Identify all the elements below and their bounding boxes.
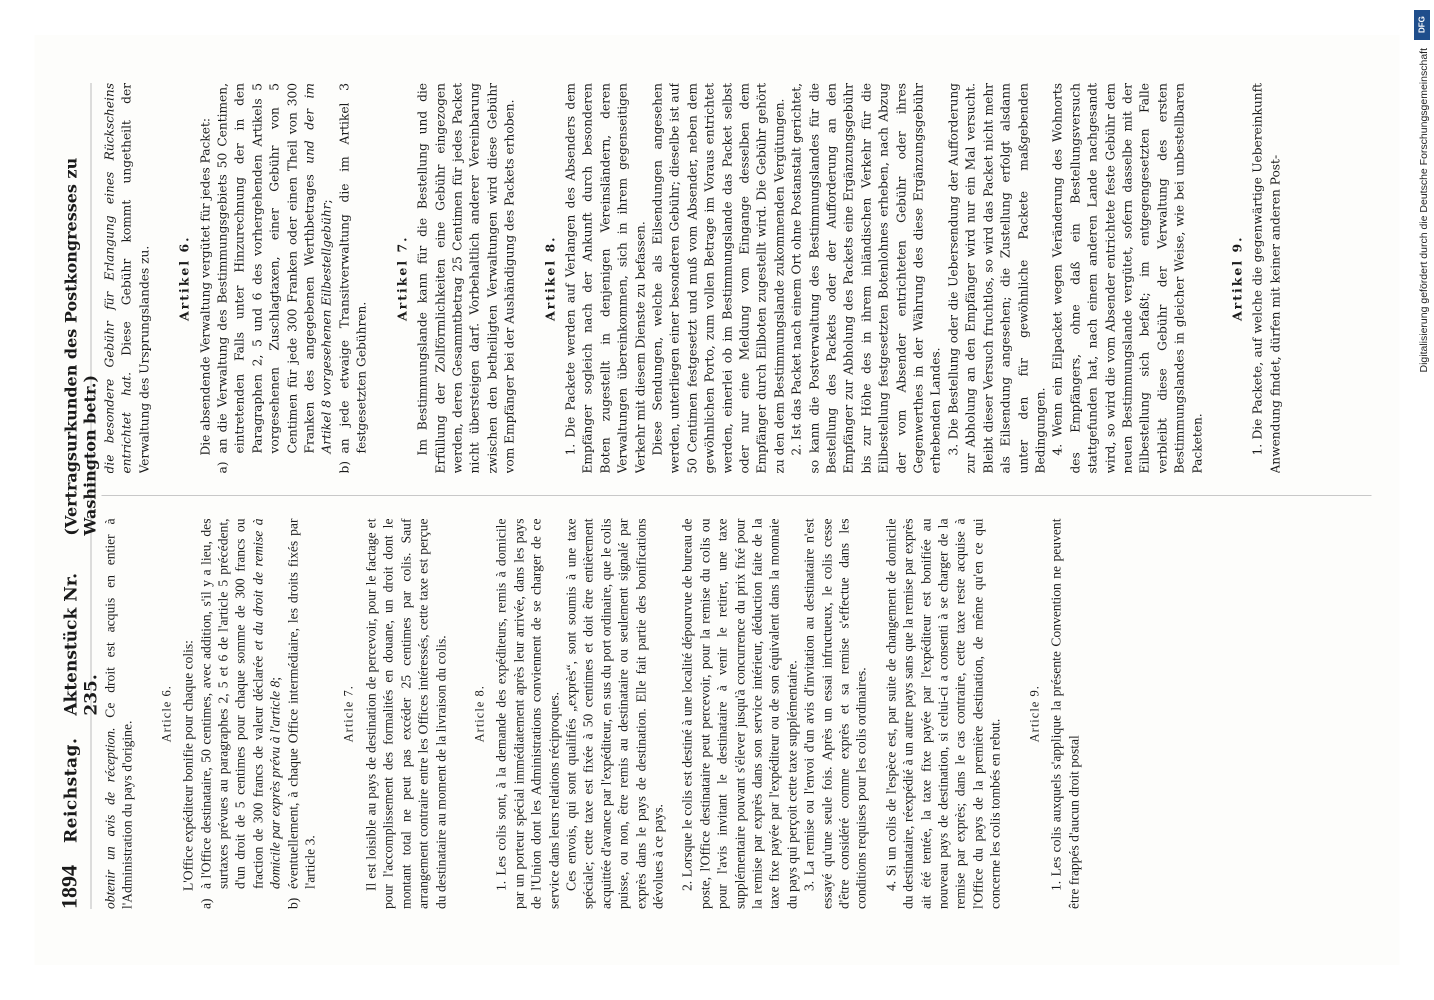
de-art6-item-b-key: b) (337, 460, 352, 474)
fr-art6-a-end: ; (267, 676, 283, 681)
de-art6-p1: Die absendende Verwaltung vergütet für jedes Packet: (198, 118, 213, 456)
de-art8-p3: 2. Ist das Packet nach einem Ort ohne Postanstalt gerichtet, so kann die Postverwaltung des Bestimmungslandes für die Bestellung des Packets oder der Aufforderung an den Empfänger zur Abholung des Packets eine Ergänzungsgebühr bis zur Höhe des in ihrem inländischen Verkehr für die Eilbestellung festgesetzten Botenlohnes erheben, nach Abzug der vom Absender entrichteten Gebühr oder ihres Gegenwerthes in der Währung des diese Ergänzungsgebühr erhebenden Landes. (789, 83, 943, 474)
fr-art6-item-a-key: a) (198, 898, 214, 909)
de-art8-p5: 4. Wenn ein Eilpacket wegen Veränderung des Wohnorts des Empfängers, ohne daß ein Bestellungsversuch stattgefunden hat, nach einem anderen Lande nachgesandt wird, so wird die vom Absender entrichtete feste Gebühr dem neuen Bestimmungslande vergütet, sofern dasselbe mit der Eilbestellung sich befaßt; im entgegengesetzten Falle verbleibt diese Gebühr der Verwaltung des ersten Bestimmungslandes in gleicher Weise, wie bei unbestellbaren Packeten. (1050, 83, 1205, 474)
fr-art8-p4: 3. La remise ou l'envoi d'un avis d'invitation au destinataire n'est essayé qu'une seule fois. Après un essai infructueux, le colis cesse d'être considéré comme exprès et sa remise s'effectue dans les conditions requises pour les colis ordinaires. (801, 518, 869, 909)
text-columns (102, 83, 1372, 909)
fr-art8-p3: 2. Lorsque le colis est destiné à une localité dépourvue de bureau de poste, l'Office destinataire peut percevoir, pour la remise du colis ou pour l'avis invitant le destinataire à venir le retirer, une taxe supplémentaire pouvant s'élever jusqu'à concurrence du prix fixé pour la remise par exprès dans son service intérieur, déduction faite de la taxe fixe payée par l'expéditeur ou de son équivalent dans la monnaie du pays qui perçoit cette taxe supplémentaire. (679, 518, 800, 909)
german-column (102, 83, 1372, 474)
de-art7-p1: Im Bestimmungslande kann für die Bestellung und die Erfüllung der Zollförmlichkeiten eine Gebühr eingezogen werden, deren Gesammtbetrag 25 Centimen für jedes Packet nicht übersteigen darf. Vorbehaltlich anderer Vereinbarung zwischen den betheiligten Verwaltungen wird diese Gebühr vom Empfänger bei der Aushändigung des Packets erhoben. (415, 83, 517, 474)
fr-article-7-title: Article 7. (341, 685, 356, 743)
de-art6-a-end: ; (319, 199, 334, 204)
fr-art8-p1: 1. Les colis sont, à la demande des expéditeurs, remis à domicile par un porteur spécial immédiatement après leur arrivée, dans les pays de l'Union dont les Administrations conviennent de se charger de ce service dans leurs relations réciproques. (493, 518, 562, 909)
de-art6-item-b-text: an jede etwaige Transitverwaltung die im Artikel 3 festgesetzten Gebühren. (337, 83, 369, 454)
fr-art6-item-b-text: éventuellement, à chaque Office intermédiaire, les droits fixés par l'article 3. (285, 518, 318, 889)
header-subject: (Vertragsurkunden des Postkongresses zu Washington betr.) (61, 157, 100, 536)
de-intro (102, 83, 154, 474)
fr-article-6-title: Article 6. (159, 685, 174, 743)
de-art8-p4: 3. Die Bestellung oder die Uebersendung der Aufforderung zur Abholung an den Empfänger wird nur ein Mal versucht. Bleibt dieser Versuch fruchtlos, so wird das Packet nicht mehr als Eilsendung angesehen; die Zustellung erfolgt alsdann unter den für gewöhnliche Packete maßgebenden Bedingungen. (946, 83, 1048, 474)
fr-art6-item-b-key: b) (285, 897, 301, 909)
column-divider (102, 496, 1372, 497)
fr-art6-a-main: à l'Office destinataire, 50 centimes, avec addition, s'il y a lieu, des surtaxes prévues au paragraphes 2, 5 et 6 de l'article 5 précédent, d'un droit de 5 centimes pour chaque somme de 300 francs ou fraction de 300 francs de valeur déclarée (198, 518, 266, 889)
de-art6-item-b (336, 83, 371, 474)
fr-intro-em: obtenir un avis de réception. (102, 727, 118, 909)
de-art8-p2: Diese Sendungen, welche als Eilsendungen angesehen werden, unterliegen einer besonderen Gebühr; dieselbe ist auf 50 Centimen festgesetzt und muß vom Absender, neben dem gewöhnlichen Porto, zum vollen Betrage im Voraus entrichtet werden, einerlei ob im Bestimmungslande das Packet selbst oder nur eine Meldung vom Eingange desselben dem Empfänger durch Eilboten zugestellt wird. Die Gebühr gehört zu den dem Bestimmungslande zukommenden Vergütungen. (650, 83, 787, 474)
de-article-7-title: Artikel 7. (394, 235, 410, 322)
fr-art6-item-b (284, 519, 319, 910)
page-header (56, 83, 102, 909)
de-art6-item-a-key: a) (215, 461, 230, 474)
de-article-6-title: Artikel 6. (176, 235, 192, 322)
de-article-9-title: Artikel 9. (1229, 235, 1245, 322)
french-column (102, 519, 1372, 910)
fr-art6-item-a-text (197, 519, 284, 890)
fr-article-8-title: Article 8. (472, 685, 487, 743)
page-number: 1894 (56, 865, 82, 909)
fr-art8-p5: 4. Si un colis de l'espèce est, par suite de changement de domicile du destinataire, réexpédié à un autre pays sans que la remise par exprès ait été tentée, la taxe fixe payée par l'expéditeur est bonifiée au nouveau pays de destination, si celui-ci a consenti à se charger de la remise par exprès; dans le cas contraire, cette taxe reste acquise à l'Office du pays de la première destination, de même qu'en ce qui concerne les colis tombés en rebut. (883, 518, 1003, 909)
header-document-number: Aktenstück Nr. 235. (61, 572, 102, 716)
fr-intro (102, 519, 137, 910)
de-art9-p1: 1. Die Packete, auf welche die gegenwärtige Uebereinkunft Anwendung findet, dürfen mit keiner anderen Post- (1250, 83, 1283, 474)
fr-art6-item-a (197, 519, 284, 910)
fr-art7-p1: Il est loisible au pays de destination de percevoir, pour le factage et pour l'accomplissement des formalités en douane, un droit dont le montant total ne peut pas excéder 25 centimes par colis. Sauf arrangement contraire entre les Offices intéressés, cette taxe est perçue du destinataire au moment de la livraison du colis. (363, 518, 448, 909)
de-article-8-title: Artikel 8. (542, 235, 558, 322)
de-intro-em: die besondere Gebühr für Erlangung eines Rückscheins entrichtet hat. (102, 83, 134, 474)
de-art6-a-main: an die Verwaltung des Bestimmungsgebiets 50 Centimen, eintretenden Falls unter Hinzurechnung der in den Paragraphen 2, 5 und 6 des vorhergehenden Artikels 5 vorgesehenen Zuschlagtaxen, einer Gebühr von 5 Centimen für jede 300 Franken oder einen Theil von 300 Franken des angegebenen Werthbetrages (215, 83, 317, 454)
de-art6-item-a (215, 83, 337, 474)
document-page (35, 35, 1400, 965)
fr-art6-p1: L'Office expéditeur bonifie pour chaque colis: (180, 640, 196, 891)
fr-intro-text: Ce droit est acquis en entier à l'Administration du pays d'origine. (102, 518, 135, 909)
digitization-credit (1418, 48, 1430, 373)
dfg-logo: DFG (1414, 10, 1430, 40)
de-art6-a-em: und der im Artikel 8 vorgesehenen Eilbestellgebühr (302, 83, 334, 454)
fr-art9-p1: 1. Les colis auxquels s'applique la présente Convention ne peuvent être frappés d'aucun droit postal (1048, 518, 1081, 909)
fr-art6-a-em: et du droit de remise à domicile par exprès prévu à l'article 8 (250, 518, 283, 889)
fr-art8-p2: Ces envois, qui sont qualifiés „exprès“, sont soumis à une taxe spéciale; cette taxe est fixée à 50 centimes et doit être entièrement acquittée d'avance par l'expéditeur, en sus du port ordinaire, que le colis puisse, ou non, être remis au destinataire ou seulement signalé par exprès dans le pays de destination. Elle fait partie des bonifications dévolues à ce pays. (563, 518, 666, 909)
de-art6-item-a-text (215, 83, 337, 454)
digitization-credit-text: Digitalisierung gefördert durch die Deutsche Forschungsgemeinschaft (1418, 48, 1430, 373)
fr-article-9-title: Article 9. (1027, 685, 1042, 743)
header-reichstag: Reichstag. (61, 737, 82, 843)
de-intro-text: Diese Gebühr kommt ungetheilt der Verwaltung des Ursprungslandes zu. (119, 83, 152, 474)
de-art8-p1: 1. Die Packete werden auf Verlangen des Absenders dem Empfänger sogleich nach der Ankunft durch besonderen Boten zugestellt in denjenigen Vereinsländern, deren Verwaltungen übereinkommen, sich in ihrem gegenseitigen Verkehr mit diesem Dienste zu befassen. (563, 83, 648, 474)
